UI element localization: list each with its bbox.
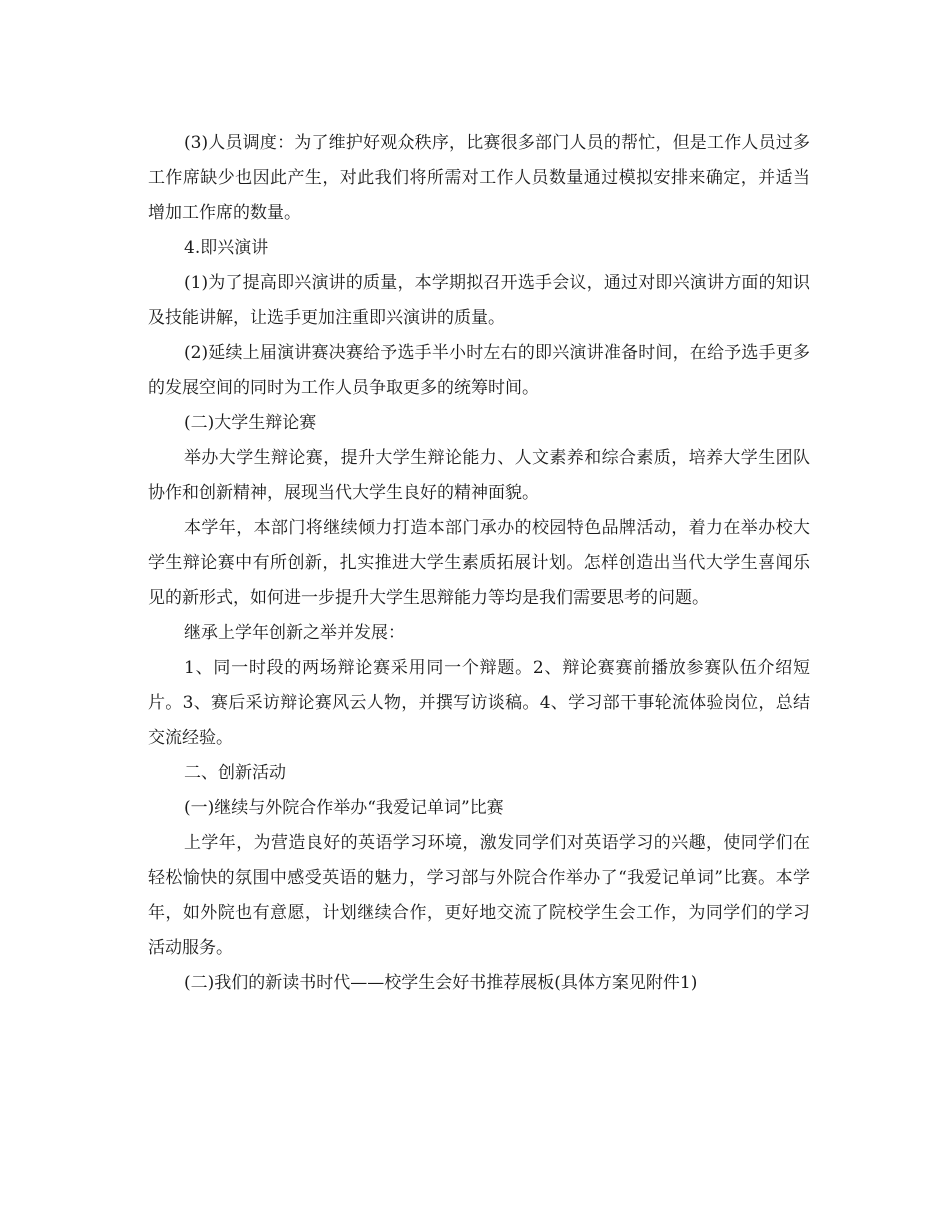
- heading-innovation-activities: 二、创新活动: [184, 763, 286, 783]
- heading-debate-contest: (二)大学生辩论赛: [184, 413, 317, 433]
- paragraph-inherit-innovation: 继承上学年创新之举并发展：: [184, 623, 405, 643]
- paragraph-speech-prep-time: (2)延续上届演讲赛决赛给予选手半小时左右的即兴演讲准备时间，在给予选手更多的发展空间的同时为工作人员争取更多的统筹时间。: [148, 343, 810, 398]
- paragraph-staff-scheduling: (3)人员调度：为了维护好观众秩序，比赛很多部门人员的帮忙，但是工作人员过多工作席缺少也因此产生，对此我们将所需对工作人员数量通过模拟安排来确定，并适当增加工作席的数量。: [148, 133, 810, 223]
- paragraph-word-contest: 上学年，为营造良好的英语学习环境，激发同学们对英语学习的兴趣，使同学们在轻松愉快的氛围中感受英语的魅力，学习部与外院合作举办了“我爱记单词”比赛。本学年，如外院也有意愿，计划继续合作，更好地交流了院校学生会工作，为同学们的学习活动服务。: [148, 833, 810, 958]
- paragraph-speech-meeting: (1)为了提高即兴演讲的质量，本学期拟召开选手会议，通过对即兴演讲方面的知识及技能讲解，让选手更加注重即兴演讲的质量。: [148, 273, 810, 328]
- paragraph-debate-measures: 1、同一时段的两场辩论赛采用同一个辩题。2、辩论赛赛前播放参赛队伍介绍短片。3、赛后采访辩论赛风云人物，并撰写访谈稿。4、学习部干事轮流体验岗位，总结交流经验。: [148, 658, 810, 748]
- heading-word-contest: (一)继续与外院合作举办“我爱记单词”比赛: [184, 798, 504, 818]
- paragraph-debate-purpose: 举办大学生辩论赛，提升大学生辩论能力、人文素养和综合素质，培养大学生团队协作和创新精神，展现当代大学生良好的精神面貌。: [148, 448, 810, 503]
- heading-impromptu-speech: 4.即兴演讲: [184, 238, 269, 258]
- heading-reading-era: (二)我们的新读书时代——校学生会好书推荐展板(具体方案见附件1): [184, 973, 698, 993]
- paragraph-debate-plan: 本学年，本部门将继续倾力打造本部门承办的校园特色品牌活动，着力在举办校大学生辩论赛中有所创新，扎实推进大学生素质拓展计划。怎样创造出当代大学生喜闻乐见的新形式，如何进一步提升大学生思辩能力等均是我们需要思考的问题。: [148, 518, 810, 608]
